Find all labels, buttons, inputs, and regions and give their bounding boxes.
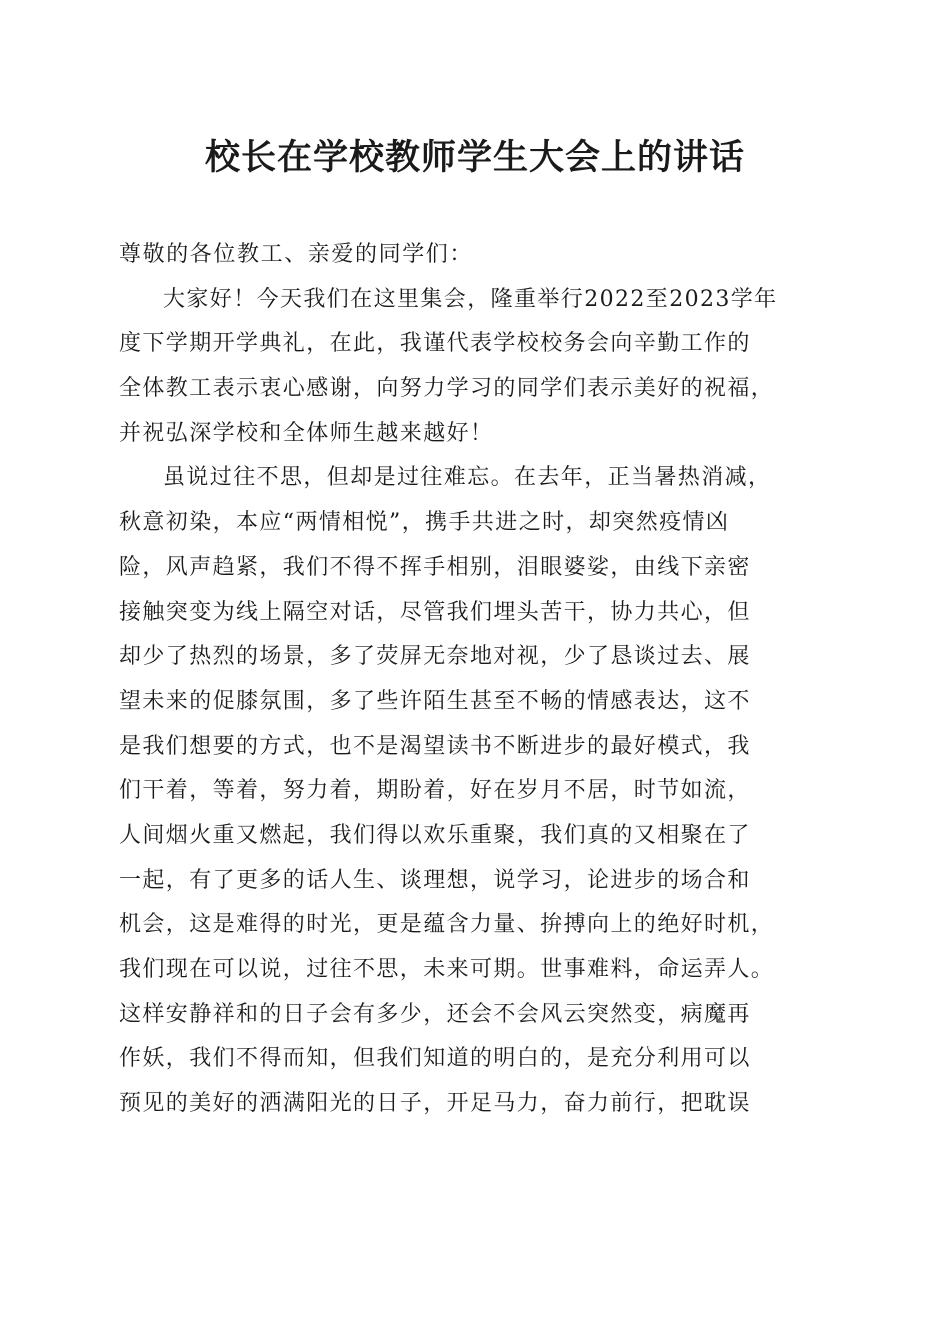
paragraph-line: 是我们想要的方式，也不是渴望读书不断进步的最好模式，我 — [119, 733, 751, 759]
paragraph-line: 们干着，等着，努力着，期盼着，好在岁月不居，时节如流， — [119, 778, 751, 804]
paragraph-line: 作妖，我们不得而知，但我们知道的明白的，是充分利用可以 — [119, 1046, 751, 1072]
document-title: 校长在学校教师学生大会上的讲话 — [204, 137, 745, 178]
paragraph-line: 全体教工表示衷心感谢，向努力学习的同学们表示美好的祝福， — [119, 376, 775, 402]
paragraph-line: 接触突变为线上隔空对话，尽管我们埋头苦干，协力共心，但 — [119, 599, 751, 625]
paragraph-line: 虽说过往不思，但却是过往难忘。在去年，正当暑热消减， — [163, 465, 772, 491]
paragraph-line: 预见的美好的洒满阳光的日子，开足马力，奋力前行，把耽误 — [119, 1091, 751, 1117]
paragraph-line: 机会，这是难得的时光，更是蕴含力量、拚搏向上的绝好时机， — [119, 912, 775, 938]
paragraph-line: 并祝弘深学校和全体师生越来越好！ — [119, 420, 494, 446]
paragraph-line: 却少了热烈的场景，多了荧屏无奈地对视，少了恳谈过去、展 — [119, 644, 751, 670]
paragraph-line: 人间烟火重又燃起，我们得以欢乐重聚，我们真的又相聚在了 — [119, 822, 751, 848]
paragraph-line: 险，风声趋紧，我们不得不挥手相别，泪眼婆娑，由线下亲密 — [119, 554, 751, 580]
paragraph-line: 望未来的促膝氛围，多了些许陌生甚至不畅的情感表达，这不 — [119, 688, 751, 714]
paragraph-line: 这样安静祥和的日子会有多少，还会不会风云突然变，病魔再 — [119, 1001, 751, 1027]
paragraph-line: 我们现在可以说，过往不思，未来可期。世事难料，命运弄人。 — [119, 957, 775, 982]
paragraph-line: 秋意初染，本应“两情相悦”，携手共进之时，却突然疫情凶 — [119, 510, 730, 536]
paragraph-line: 度下学期开学典礼，在此，我谨代表学校校务会向辛勤工作的 — [119, 331, 751, 357]
paragraph-line: 一起，有了更多的话人生、谈理想，说学习，论进步的场合和 — [119, 867, 751, 893]
document-body — [119, 233, 839, 1127]
salutation: 尊敬的各位教工、亲爱的同学们： — [119, 242, 474, 267]
paragraph-line: 大家好！今天我们在这里集会，隆重举行2022至2023学年 — [163, 286, 778, 312]
